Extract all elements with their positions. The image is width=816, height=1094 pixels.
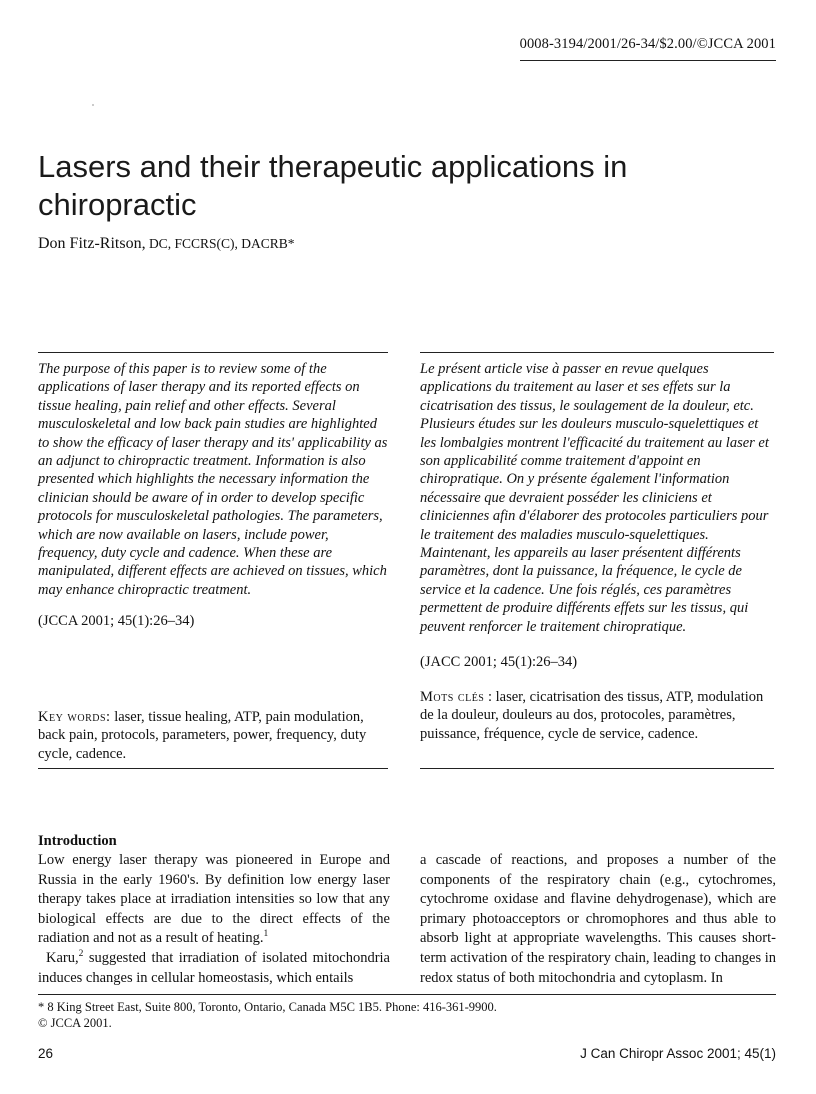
citation-english: (JCCA 2001; 45(1):26–34) bbox=[38, 613, 195, 629]
keywords-label-french: Mots clés bbox=[420, 689, 485, 705]
article-title: Lasers and their therapeutic applications in chiropractic bbox=[38, 149, 628, 222]
abstract-english: The purpose of this paper is to review some of the applications of laser therapy and its reported effects on tissue healing, pain relief and other effects. Several musculoskeletal and low back pain studies are highlighted to show the efficacy of laser therapy and its' applicability as an adjunct to chiropractic treatment. Information is also presented which highlights the necessary information the clinician should be aware of in order to develop specific protocols for musculoskeletal pathologies. The parameters, which are now available on lasers, include power, frequency, duty cycle and cadence. When these are manipulated, different effects are achieved on tissues, which may enhance chiropractic treatment. bbox=[38, 361, 388, 598]
author-line bbox=[38, 235, 294, 253]
keywords-french bbox=[420, 688, 776, 743]
paragraph: a cascade of reactions, and proposes a number of the components of the respiratory chain (e.g., cytochromes, cytochrome oxidase and flavine dehydrogenase), which are primary photoacceptors or chromophores and thus able to absorb light at appropriate wavelengths. This causes short-term activation of the respiratory chain, leading to changes in redox status of both mitochondria and cytoplasm. In bbox=[420, 852, 776, 986]
keywords-list-french: : laser, cicatrisation des tissus, ATP, modulation de la douleur, douleurs au dos, protocoles, paramètres, puissance, fréquence, cycle de service, cadence. bbox=[420, 689, 764, 742]
abstract-en-top-rule bbox=[38, 352, 388, 353]
citation-french: (JACC 2001; 45(1):26–34) bbox=[420, 654, 578, 670]
abstract-fr-bottom-rule bbox=[420, 768, 774, 769]
author-name: Don Fitz-Ritson, bbox=[38, 235, 146, 252]
reference-marker: 2 bbox=[78, 949, 84, 960]
abstract-fr-top-rule bbox=[420, 352, 774, 353]
footnote-address: * 8 King Street East, Suite 800, Toronto, Ontario, Canada M5C 1B5. Phone: 416-361-9900. bbox=[38, 1000, 497, 1014]
reference-marker: 1 bbox=[263, 929, 269, 940]
header-rule bbox=[520, 60, 776, 61]
footnote bbox=[38, 999, 497, 1031]
doi-line: 0008-3194/2001/26-34/$2.00/©JCCA 2001 bbox=[519, 36, 776, 52]
body-column-right bbox=[420, 851, 776, 988]
paragraph-text: Karu, bbox=[46, 949, 79, 966]
footnote-copyright: © JCCA 2001. bbox=[38, 1016, 112, 1030]
page-number: 26 bbox=[38, 1046, 54, 1061]
keywords-list-english: laser, tissue healing, ATP, pain modulation, back pain, protocols, parameters, power, frequency, duty cycle, cadence. bbox=[38, 709, 367, 762]
keywords-english bbox=[38, 708, 390, 763]
paragraph-text: Low energy laser therapy was pioneered in Europe and Russia in the early 1960's. By definition low energy laser therapy takes place at irradiation intensities so low that any biological effects are due to the direct effects of the radiation and not as a result of heating. bbox=[38, 852, 390, 947]
author-credentials: DC, FCCRS(C), DACRB* bbox=[145, 236, 295, 251]
paragraph-text: suggested that irradiation of isolated mitochondria induces changes in cellular homeostasis, which entails bbox=[38, 949, 390, 986]
abstract-french: Le présent article vise à passer en revue quelques applications du traitement au laser et ses effets sur la cicatrisation des tissus, le soulagement de la douleur, etc. Plusieurs études sur les douleurs musculo-squelettiques et les lombalgies montrent l'efficacité du traitement au laser et son applicabilité comme traitement d'appoint en chiropratique. On y présente également l'information nécessaire que devraient posséder les cliniciens et cliniciennes afin d'élaborer des protocoles particuliers pour le traitement des maladies musculo-squelettiques. Maintenant, les appareils au laser présentent différents paramètres, dont la puissance, la fréquence, le cycle de service et la cadence. Une fois réglés, ces paramètres permettent de produire différents effets sur les tissus, qui peuvent renforcer le traitement chiropratique. bbox=[420, 361, 769, 635]
keywords-label-english: Key words: bbox=[38, 709, 111, 725]
section-heading-introduction: Introduction bbox=[38, 833, 117, 849]
footnote-rule bbox=[38, 994, 776, 995]
abstract-en-bottom-rule bbox=[38, 768, 388, 769]
paragraph bbox=[38, 851, 390, 949]
scan-speck bbox=[92, 104, 94, 106]
paragraph bbox=[38, 949, 390, 988]
journal-reference: J Can Chiropr Assoc 2001; 45(1) bbox=[580, 1046, 776, 1061]
body-column-left bbox=[38, 851, 390, 988]
